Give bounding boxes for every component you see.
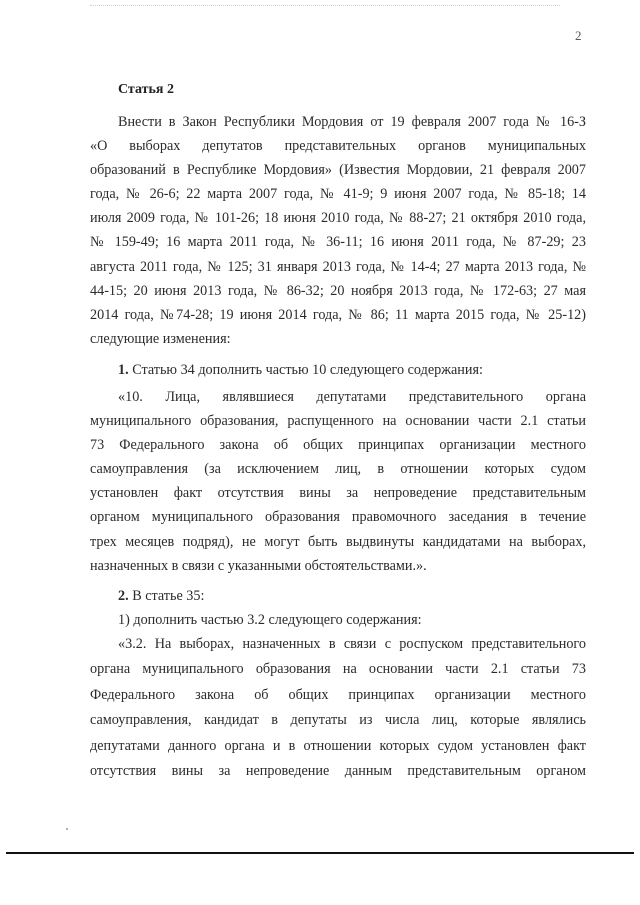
text-line: 2014 года, №74-28; 19 июня 2014 года, № 86; 11 марта 2015 года, № 25-12) [90,306,586,323]
quote-part-10 [90,385,586,578]
text-line: отсутствия вины за непроведение данным представительным органом [90,763,586,780]
text-line: июля 2009 года, № 101-26; 18 июня 2010 года, № 88-27; 21 октября 2010 года, [90,210,586,227]
text-line: трех месяцев подряд), не могут быть выдвинуты кандидатами на выборах, [90,533,586,550]
quote-part-3-2 [90,632,586,784]
scan-artifact-top [90,5,560,8]
text-line: № 159-49; 16 марта 2011 года, № 36-11; 16 июня 2011 года, № 87-29; 23 [90,234,586,251]
bottom-rule [6,852,634,854]
text-line: Федерального закона об общих принципах организации местного [90,686,586,703]
text-line: муниципального образования, распущенного на основании части 2.1 статьи [90,413,586,430]
text-line: самоуправления, кандидат в депутаты из числа лиц, которые являлись [90,712,586,729]
text-line: назначенных в связи с указанными обстоятельствами.». [90,557,427,574]
text-line: самоуправления (за исключением лиц, в отношении которых судом [90,461,586,478]
item-1 [90,358,586,382]
text-line: депутатами данного органа и в отношении которых судом установлен факт [90,737,586,754]
subitem-text: 1) дополнить частью 3.2 следующего содержания: [118,612,422,628]
text-line: «10. Лица, являвшиеся депутатами представительного органа [118,389,586,405]
text-line: августа 2011 года, № 125; 31 января 2013 года, № 14-4; 27 марта 2013 года, № [90,258,586,275]
text-line: «О выборах депутатов представительных органов муниципальных [90,138,586,155]
text-line: образований в Республике Мордовия» (Известия Мордовии, 21 февраля 2007 [90,162,586,179]
article-heading: Статья 2 [118,82,174,97]
text-line: 73 Федерального закона об общих принципах организации местного [90,437,586,454]
text-line: «3.2. На выборах, назначенных в связи с роспуском представительного [118,636,586,652]
item-2 [90,584,586,608]
subitem-1 [90,608,586,632]
text-line: следующие изменения: [90,330,231,347]
intro-paragraph [90,110,586,351]
item-text: В статье 35: [132,588,205,604]
text-line: года, № 26-6; 22 марта 2007 года, № 41-9; 9 июня 2007 года, № 85-18; 14 [90,186,586,203]
text-line: Внести в Закон Республики Мордовия от 19 февраля 2007 года № 16-З [118,114,586,130]
text-line: 44-15; 20 июня 2013 года, № 86-32; 20 ноября 2013 года, № 172-63; 27 мая [90,282,586,299]
text-line: органом муниципального образования правомочного заседания в течение [90,509,586,526]
text-line: установлен факт отсутствия вины за непроведение представительным [90,485,586,502]
item-number: 2. [118,588,129,604]
item-text: Статью 34 дополнить частью 10 следующего содержания: [132,362,483,378]
text-line: органа муниципального образования на основании части 2.1 статьи 73 [90,661,586,678]
scan-speck [66,828,68,830]
page-number: 2 [575,28,582,43]
item-number: 1. [118,362,129,378]
